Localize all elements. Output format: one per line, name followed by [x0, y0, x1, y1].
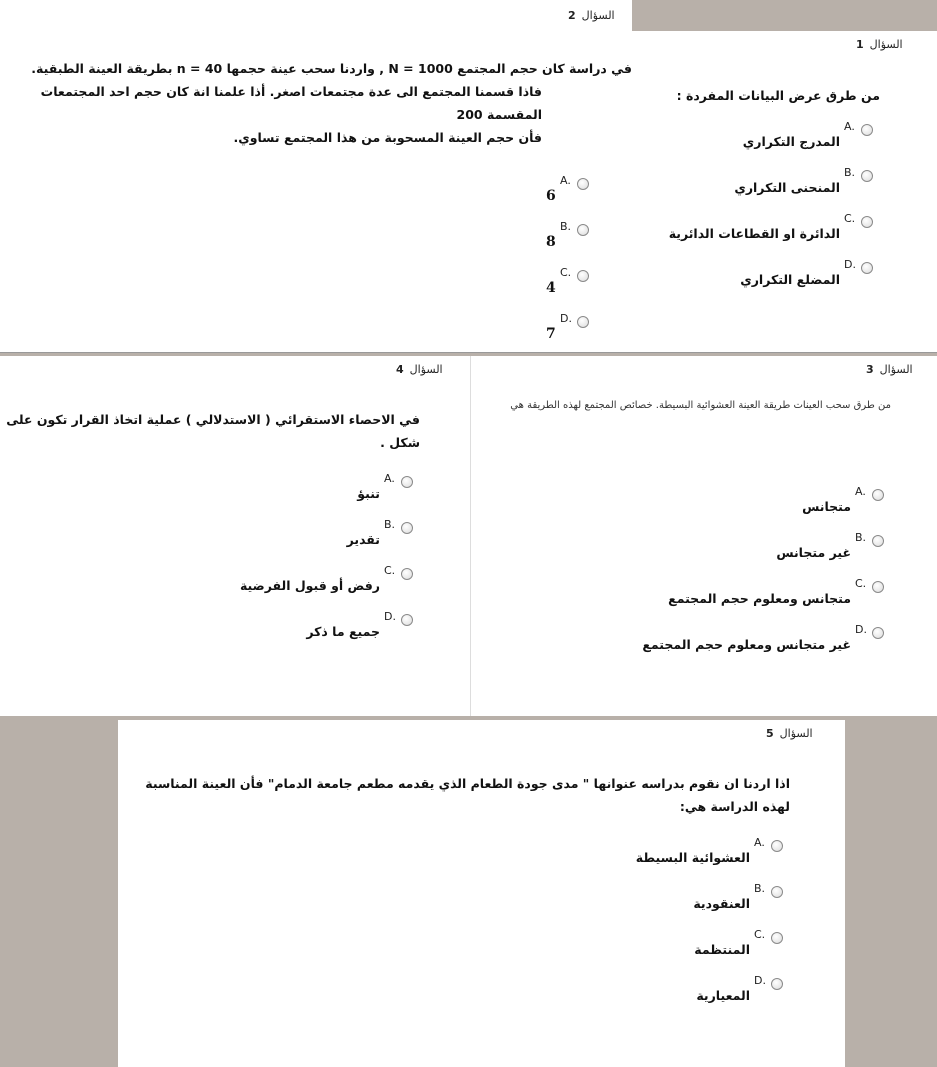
option-c[interactable] [540, 268, 600, 304]
radio-button[interactable] [861, 124, 873, 136]
option-a[interactable] [230, 474, 420, 510]
option-letter: A. [844, 120, 855, 133]
radio-button[interactable] [872, 581, 884, 593]
option-text: متجانس [802, 499, 851, 514]
radio-button[interactable] [401, 568, 413, 580]
option-text: الدائرة او القطاعات الدائرية [668, 226, 840, 241]
radio-button[interactable] [771, 978, 783, 990]
question-5-stem: اذا اردنا ان نقوم بدراسه عنوانها " مدى جودة الطعام الذي يقدمه مطعم جامعة الدمام" فأن العينة المناسبة لهذه الدراسة هي: [145, 776, 790, 814]
option-text: غير متجانس ومعلوم حجم المجتمع [642, 637, 851, 652]
option-text: المنحنى التكراري [734, 180, 840, 195]
question-number: 1 [856, 38, 864, 51]
option-letter: A. [754, 836, 765, 849]
radio-button[interactable] [872, 535, 884, 547]
option-letter: C. [844, 212, 856, 225]
option-letter: D. [754, 974, 766, 987]
question-label: السؤال [879, 363, 913, 376]
question-4-header [396, 363, 443, 376]
radio-button[interactable] [401, 476, 413, 488]
question-2-header [568, 9, 615, 22]
option-text: العنقودية [693, 896, 750, 911]
question-1-header [856, 38, 903, 51]
option-letter: A. [384, 472, 395, 485]
option-text: العشوائية البسيطة [635, 850, 750, 865]
radio-button[interactable] [861, 216, 873, 228]
option-letter: A. [560, 174, 571, 187]
option-b[interactable] [230, 520, 420, 556]
radio-button[interactable] [872, 627, 884, 639]
option-text: تقدير [346, 532, 380, 547]
question-2-stem [2, 57, 632, 149]
option-text: المضلع التكراري [740, 272, 840, 287]
question-label: السؤال [581, 9, 615, 22]
option-letter: B. [384, 518, 396, 531]
option-a[interactable] [672, 122, 882, 158]
option-letter: D. [560, 312, 572, 325]
question-5-header [766, 727, 813, 740]
stem-line-1: في دراسة كان حجم المجتمع N = 1000 , واردنا سحب عينة حجمها n = 40 بطريقة العينة الطبقية. [31, 61, 632, 76]
option-letter: C. [754, 928, 766, 941]
option-letter: D. [855, 623, 867, 636]
question-2-panel [0, 0, 632, 353]
radio-button[interactable] [577, 224, 589, 236]
option-c[interactable] [558, 930, 788, 966]
option-text: 7 [546, 326, 556, 342]
question-label: السؤال [779, 727, 813, 740]
option-letter: B. [855, 531, 867, 544]
option-a[interactable] [558, 838, 788, 874]
option-text: متجانس ومعلوم حجم المجتمع [668, 591, 851, 606]
option-text: 4 [546, 280, 556, 296]
radio-button[interactable] [401, 614, 413, 626]
radio-button[interactable] [771, 886, 783, 898]
question-3-header [866, 363, 913, 376]
radio-button[interactable] [771, 932, 783, 944]
option-text: المعيارية [696, 988, 750, 1003]
option-d[interactable] [558, 976, 788, 1012]
option-text: تنبؤ [357, 486, 380, 501]
option-letter: C. [855, 577, 867, 590]
option-text: 6 [546, 188, 556, 204]
question-3-panel [470, 356, 937, 716]
radio-button[interactable] [861, 170, 873, 182]
option-letter: A. [855, 485, 866, 498]
option-text: المنتظمة [694, 942, 750, 957]
stem-line-2: فاذا قسمنا المجتمع الى عدة مجتمعات اصغر. أذا علمنا انة كان حجم احد المجتمعات المقسمة 200 [40, 84, 542, 122]
radio-button[interactable] [577, 178, 589, 190]
stem-line-3: فأن حجم العينة المسحوبة من هذا المجتمع تساوي. [233, 130, 542, 145]
question-3-stem: من طرق سحب العينات طريقة العينة العشوائية البسيطة. خصائص المجتمع لهذه الطريقة هي [510, 400, 891, 411]
question-5-panel [118, 720, 845, 1067]
radio-button[interactable] [401, 522, 413, 534]
option-c[interactable] [230, 566, 420, 602]
question-number: 4 [396, 363, 404, 376]
option-letter: B. [844, 166, 856, 179]
option-b[interactable] [672, 168, 882, 204]
option-letter: B. [560, 220, 572, 233]
option-b[interactable] [661, 533, 891, 569]
option-letter: B. [754, 882, 766, 895]
option-d[interactable] [540, 314, 600, 350]
option-a[interactable] [540, 176, 600, 212]
question-4-panel [0, 356, 470, 716]
option-text: جميع ما ذكر [306, 624, 380, 639]
option-text: المدرج التكراري [742, 134, 840, 149]
radio-button[interactable] [872, 489, 884, 501]
question-4-stem: في الاحصاء الاستقرائي ( الاستدلالي ) عملية اتخاذ القرار تكون على شكل . [6, 412, 420, 450]
question-number: 3 [866, 363, 874, 376]
option-b[interactable] [540, 222, 600, 258]
question-1-stem: من طرق عرض البيانات المفردة : [676, 88, 880, 103]
option-d[interactable] [642, 623, 891, 661]
option-text: 8 [546, 234, 556, 250]
question-number: 5 [766, 727, 774, 740]
radio-button[interactable] [577, 316, 589, 328]
option-d[interactable] [672, 260, 882, 296]
radio-button[interactable] [577, 270, 589, 282]
option-letter: C. [560, 266, 572, 279]
option-b[interactable] [558, 884, 788, 920]
option-d[interactable] [230, 612, 420, 648]
question-label: السؤال [869, 38, 903, 51]
option-c[interactable] [661, 579, 891, 615]
option-letter: D. [384, 610, 396, 623]
option-text: رفض أو قبول الفرضية [239, 578, 380, 593]
option-text: غير متجانس [776, 545, 851, 560]
radio-button[interactable] [771, 840, 783, 852]
option-letter: C. [384, 564, 396, 577]
question-1-panel [632, 31, 937, 353]
radio-button[interactable] [861, 262, 873, 274]
option-a[interactable] [661, 487, 891, 523]
option-c[interactable] [668, 212, 882, 250]
question-number: 2 [568, 9, 576, 22]
question-label: السؤال [409, 363, 443, 376]
option-letter: D. [844, 258, 856, 271]
